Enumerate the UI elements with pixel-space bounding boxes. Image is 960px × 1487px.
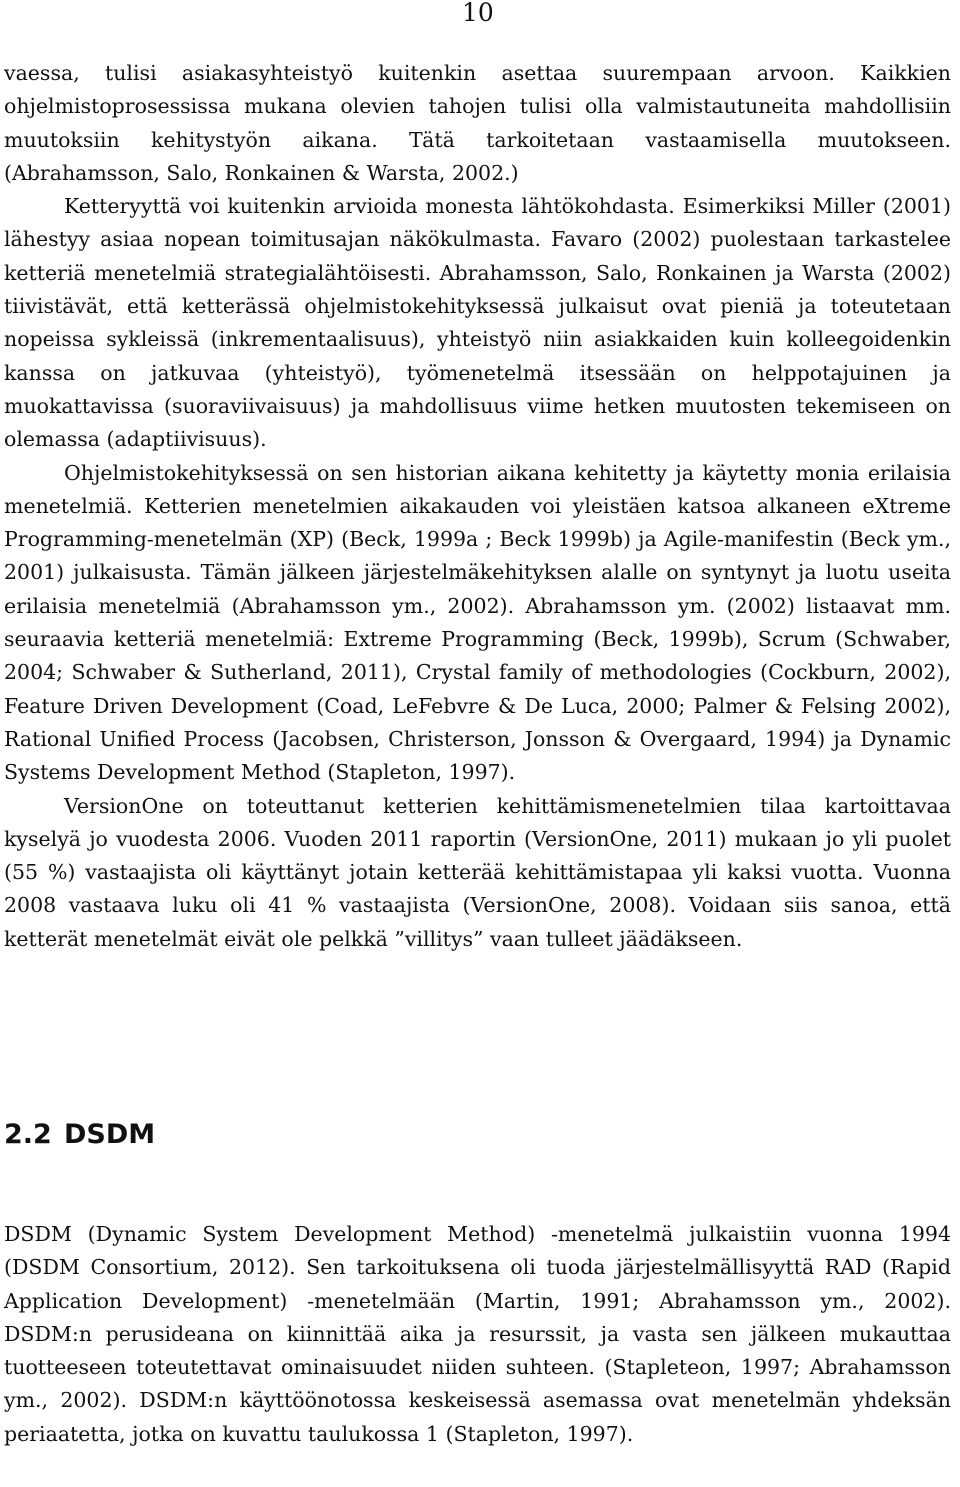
section-number: 2.2 [4, 1119, 52, 1150]
page-number: 10 [462, 0, 494, 27]
paragraph: Ohjelmistokehityksessä on sen historian aikana kehitetty ja käytetty monia erilaisia menetelmiä. Ketterien menetelmien aikakauden voi yleistäen katsoa alkaneen eXtreme Programming-menetelmän (XP) (Beck, 1999a ; Beck 1999b) ja Agile-manifestin (Beck ym., 2001) julkaisusta. Tämän jälkeen järjestelmäkehityksen alalle on syntynyt ja luotu useita erilaisia menetelmiä (Abrahamsson ym., 2002). Abrahamsson ym. (2002) listaavat mm. seuraavia ketteriä menetelmiä: Extreme Programming (Beck, 1999b), Scrum (Schwaber, 2004; Schwaber & Sutherland, 2011), Crystal family of methodologies (Cockburn, 2002), Feature Driven Development (Coad, LeFebvre & De Luca, 2000; Palmer & Felsing 2002), Rational Unified Process (Jacobsen, Christerson, Jonsson & Overgaard, 1994) ja Dynamic Systems Development Method (Stapleton, 1997). [4, 460, 951, 785]
paragraph: Ketteryyttä voi kuitenkin arvioida monesta lähtökohdasta. Esimerkiksi Miller (2001) lähestyy asiaa nopean toimitusajan näkökulmasta. Favaro (2002) puolestaan tarkastelee ketteriä menetelmiä strategialähtöisesti. Abrahamsson, Salo, Ronkainen ja Warsta (2002) tiivistävät, että ketterässä ohjelmistokehityksessä julkaisut ovat pieniä ja toteutetaan nopeissa sykleissä (inkrementaalisuus), yhteistyö niin asiakkaiden kuin kolleegoidenkin kanssa on jatkuvaa (yhteistyö), työmenetelmä itsessään on helppotajuinen ja muokattavissa (suoraviivaisuus) ja mahdollisuus viime hetken muutosten tekemiseen on olemassa (adaptiivisuus). [4, 194, 951, 452]
section-heading [4, 1118, 155, 1152]
section-title: DSDM [64, 1119, 156, 1150]
body-text-bottom [4, 1218, 951, 1451]
paragraph: VersionOne on toteuttanut ketterien kehittämismenetelmien tilaa kartoittavaa kyselyä jo vuodesta 2006. Vuoden 2011 raportin (VersionOne, 2011) mukaan jo yli puolet (55 %) vastaajista oli käyttänyt jotain ketterää kehittämistapaa yli kaksi vuotta. Vuonna 2008 vastaava luku oli 41 % vastaajista (VersionOne, 2008). Voidaan siis sanoa, että ketterät menetelmät eivät ole pelkkä ”villitys” vaan tulleet jäädäkseen. [4, 793, 951, 951]
body-text-top [4, 57, 951, 956]
paragraph: vaessa, tulisi asiakasyhteistyö kuitenkin asettaa suurempaan arvoon. Kaikkien ohjelmistoprosessissa mukana olevien tahojen tulisi olla valmistautuneita mahdollisiin muutoksiin kehitystyön aikana. Tätä tarkoitetaan vastaamisella muutokseen. (Abrahamsson, Salo, Ronkainen & Warsta, 2002.) [4, 61, 951, 185]
paragraph: DSDM (Dynamic System Development Method) -menetelmä julkaistiin vuonna 1994 (DSDM Consortium, 2012). Sen tarkoituksena oli tuoda järjestelmällisyyttä RAD (Rapid Application Development) -menetelmään (Martin, 1991; Abrahamsson ym., 2002). DSDM:n perusideana on kiinnittää aika ja resurssit, ja vasta sen jälkeen mukauttaa tuotteeseen toteutettavat ominaisuudet niiden suhteen. (Stapleteon, 1997; Abrahamsson ym., 2002). DSDM:n käyttöönotossa keskeisessä asemassa ovat menetelmän yhdeksän periaatetta, jotka on kuvattu taulukossa 1 (Stapleton, 1997). [4, 1222, 951, 1446]
